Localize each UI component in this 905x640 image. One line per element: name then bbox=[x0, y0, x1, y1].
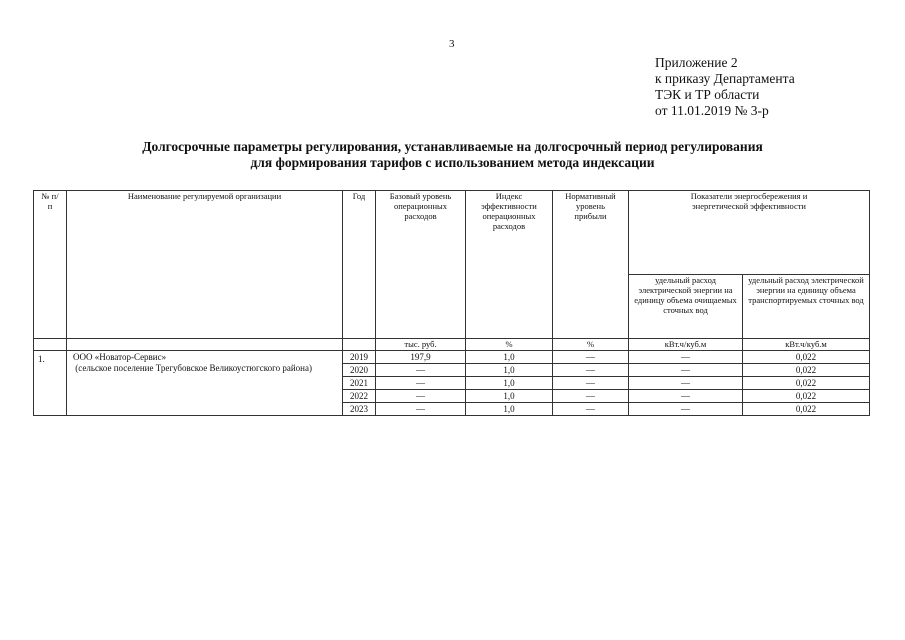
unit-profit: % bbox=[553, 339, 629, 351]
energy-treated-cell: — bbox=[629, 390, 743, 403]
header-energy-treated: удельный расход электрической энергии на единицу объема очищаемых сточных вод bbox=[629, 275, 743, 339]
header-org: Наименование регулируемой организации bbox=[67, 191, 343, 339]
header-efficiency-index: Индекс эффективности операционных расходов bbox=[466, 191, 553, 339]
profit-cell: — bbox=[553, 364, 629, 377]
appendix-line: к приказу Департамента bbox=[655, 71, 795, 86]
appendix-line: Приложение 2 bbox=[655, 55, 738, 70]
energy-transported-cell: 0,022 bbox=[743, 390, 870, 403]
index-cell: 1,0 bbox=[466, 403, 553, 416]
header-energy-group: Показатели энергосбережения и энергетической эффективности bbox=[629, 191, 870, 275]
unit-energy-treated: кВт.ч/куб.м bbox=[629, 339, 743, 351]
appendix-line: ТЭК и ТР области bbox=[655, 87, 760, 102]
header-num: № п/п bbox=[34, 191, 67, 339]
base-cell: — bbox=[376, 377, 466, 390]
unit-energy-transported: кВт.ч/куб.м bbox=[743, 339, 870, 351]
profit-cell: — bbox=[553, 377, 629, 390]
energy-transported-cell: 0,022 bbox=[743, 364, 870, 377]
index-cell: 1,0 bbox=[466, 377, 553, 390]
energy-treated-cell: — bbox=[629, 377, 743, 390]
header-energy-transported: удельный расход электрической энергии на единицу объема транспортируемых сточных вод bbox=[743, 275, 870, 339]
energy-treated-cell: — bbox=[629, 403, 743, 416]
year-cell: 2021 bbox=[343, 377, 376, 390]
base-cell: — bbox=[376, 403, 466, 416]
title-line: Долгосрочные параметры регулирования, устанавливаемые на долгосрочный период регулирования bbox=[142, 139, 763, 154]
organization-detail: (сельское поселение Трегубовское Великоустюгского района) bbox=[73, 363, 312, 373]
unit-empty bbox=[343, 339, 376, 351]
index-cell: 1,0 bbox=[466, 364, 553, 377]
energy-transported-cell: 0,022 bbox=[743, 351, 870, 364]
energy-transported-cell: 0,022 bbox=[743, 377, 870, 390]
row-number: 1. bbox=[34, 351, 67, 416]
appendix-line: от 11.01.2019 № 3-р bbox=[655, 103, 769, 118]
unit-empty bbox=[34, 339, 67, 351]
base-cell: — bbox=[376, 390, 466, 403]
header-year: Год bbox=[343, 191, 376, 339]
parameters-table bbox=[33, 190, 870, 416]
profit-cell: — bbox=[553, 351, 629, 364]
base-cell: 197,9 bbox=[376, 351, 466, 364]
year-cell: 2020 bbox=[343, 364, 376, 377]
base-cell: — bbox=[376, 364, 466, 377]
table-body bbox=[34, 191, 870, 416]
table-row bbox=[34, 351, 870, 364]
energy-transported-cell: 0,022 bbox=[743, 403, 870, 416]
header-base-opex: Базовый уровень операционных расходов bbox=[376, 191, 466, 339]
header-profit-level: Нормативный уровень прибыли bbox=[553, 191, 629, 339]
header-row bbox=[34, 191, 870, 275]
energy-treated-cell: — bbox=[629, 351, 743, 364]
appendix-block bbox=[655, 55, 795, 119]
unit-index: % bbox=[466, 339, 553, 351]
title-line: для формирования тарифов с использованием метода индексации bbox=[250, 155, 655, 170]
unit-empty bbox=[67, 339, 343, 351]
page-number: 3 bbox=[449, 38, 455, 50]
organization-name: ООО «Новатор-Сервис» bbox=[73, 352, 167, 362]
index-cell: 1,0 bbox=[466, 351, 553, 364]
year-cell: 2019 bbox=[343, 351, 376, 364]
profit-cell: — bbox=[553, 390, 629, 403]
profit-cell: — bbox=[553, 403, 629, 416]
index-cell: 1,0 bbox=[466, 390, 553, 403]
energy-treated-cell: — bbox=[629, 364, 743, 377]
unit-base: тыс. руб. bbox=[376, 339, 466, 351]
organization-cell bbox=[67, 351, 343, 416]
year-cell: 2022 bbox=[343, 390, 376, 403]
year-cell: 2023 bbox=[343, 403, 376, 416]
units-row bbox=[34, 339, 870, 351]
document-title bbox=[0, 139, 905, 171]
